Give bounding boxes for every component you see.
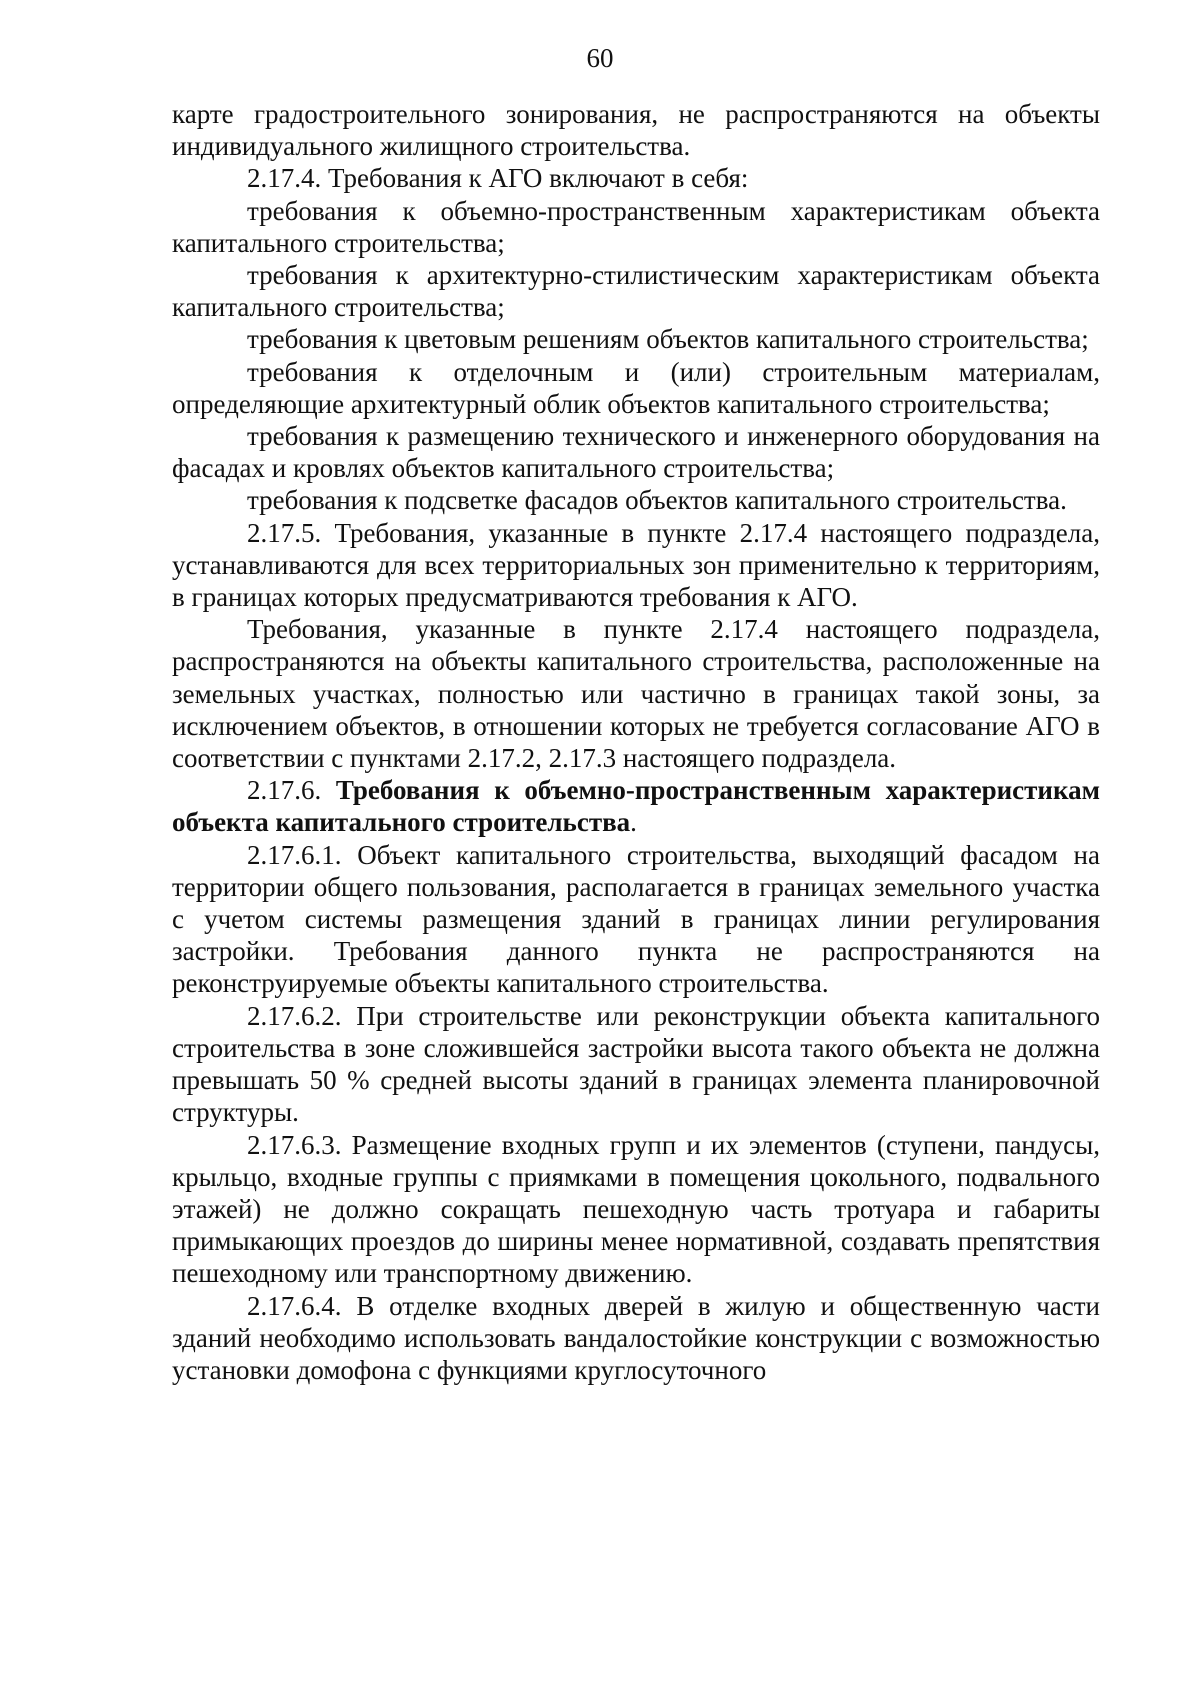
paragraph-continuation: карте градостроительного зонирования, не распространяются на объекты индивидуального жилищного строительства. — [172, 99, 1100, 162]
paragraph-2-17-5-continued: Требования, указанные в пункте 2.17.4 настоящего подраздела, распространяются на объекты капитального строительства, расположенные на земельных участках, полностью или частично в границах такой зоны, за исключением объектов, в отношении которых не требуется согласование АГО в соответствии с пунктами 2.17.2, 2.17.3 настоящего подраздела. — [172, 614, 1100, 774]
list-item-materials-requirements: требования к отделочным и (или) строительным материалам, определяющие архитектурный облик объектов капитального строительства; — [172, 356, 1100, 419]
heading-title: Требования к объемно-пространственным характеристикам объекта капитального строительства — [172, 775, 1100, 838]
paragraph-2-17-6-1: 2.17.6.1. Объект капитального строительства, выходящий фасадом на территории общего пользования, располагается в границах земельного участка с учетом системы размещения зданий в границах линии регулирования застройки. Требования данного пункта не распространяются на реконструируемые объекты капитального строительства. — [172, 839, 1100, 999]
paragraph-2-17-6-3: 2.17.6.3. Размещение входных групп и их элементов (ступени, пандусы, крыльцо, входные группы с приямками в помещения цокольного, подвального этажей) не должно сокращать пешеходную часть тротуара и габариты примыкающих проездов до ширины менее нормативной, создавать препятствия пешеходному или транспортному движению. — [172, 1129, 1100, 1289]
list-item-color-requirements: требования к цветовым решениям объектов капитального строительства; — [247, 324, 1089, 355]
list-item-volume-requirements: требования к объемно-пространственным характеристикам объекта капитального строительства; — [172, 195, 1100, 258]
page-number: 60 — [586, 43, 614, 73]
paragraph-2-17-5: 2.17.5. Требования, указанные в пункте 2.17.4 настоящего подраздела, устанавливаются для всех территориальных зон применительно к территориям, в границах которых предусматриваются требования к АГО. — [172, 517, 1100, 613]
heading-tail: . — [630, 807, 637, 838]
list-item-equipment-requirements: требования к размещению технического и инженерного оборудования на фасадах и кровлях объектов капитального строительства; — [172, 421, 1100, 484]
document-body — [172, 98, 1100, 1386]
paragraph-2-17-4: 2.17.4. Требования к АГО включают в себя: — [247, 163, 749, 194]
paragraph-2-17-6-2: 2.17.6.2. При строительстве или реконструкции объекта капитального строительства в зоне сложившейся застройки высота такого объекта не должна превышать 50 % средней высоты зданий в границах элемента планировочной структуры. — [172, 1000, 1100, 1128]
heading-2-17-6 — [172, 774, 1100, 838]
list-item-style-requirements: требования к архитектурно-стилистическим характеристикам объекта капитального строительства; — [172, 260, 1100, 323]
list-item-lighting-requirements: требования к подсветке фасадов объектов капитального строительства. — [247, 485, 1067, 516]
paragraph-2-17-6-4: 2.17.6.4. В отделке входных дверей в жилую и общественную части зданий необходимо использовать вандалостойкие конструкции с возможностью установки домофона с функциями круглосуточного — [172, 1290, 1100, 1385]
heading-number: 2.17.6. — [247, 775, 336, 806]
